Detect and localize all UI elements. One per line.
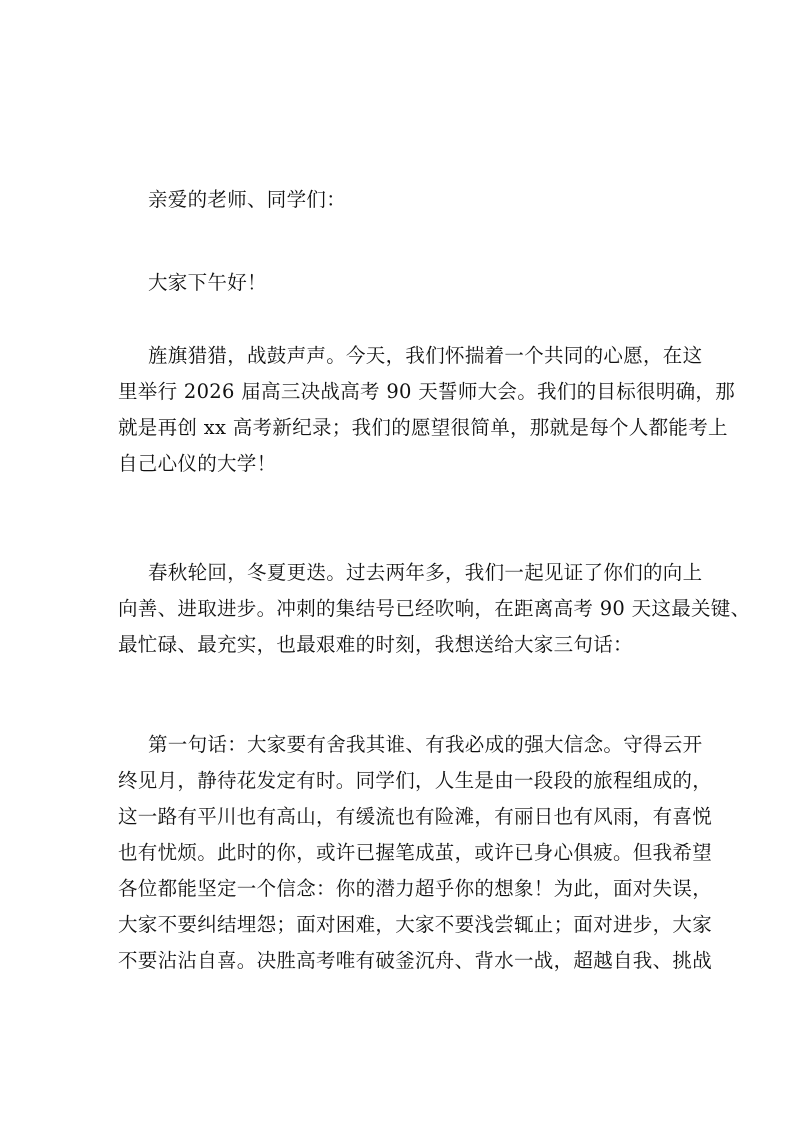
paragraph-line: 旌旗猎猎，战鼓声声。今天，我们怀揣着一个共同的心愿，在这 [148, 344, 703, 367]
paragraph-line: 不要沾沾自喜。决胜高考唯有破釜沉舟、背水一战，超越自我、挑战 [118, 949, 713, 972]
paragraph-line: 第一句话：大家要有舍我其谁、有我必成的强大信念。守得云开 [148, 733, 703, 756]
salutation-line: 大家下午好！ [148, 271, 267, 294]
paragraph-line: 也有忧烦。此时的你，或许已握笔成茧，或许已身心俱疲。但我希望 [118, 841, 713, 864]
paragraph-line: 里举行 2026 届高三决战高考 90 天誓师大会。我们的目标很明确，那 [118, 380, 736, 403]
paragraph-line: 就是再创 xx 高考新纪录；我们的愿望很简单，那就是每个人都能考上 [118, 416, 728, 439]
greeting-line: 亲爱的老师、同学们： [148, 188, 347, 211]
paragraph-line: 各位都能坚定一个信念：你的潜力超乎你的想象！为此，面对失误， [118, 877, 713, 900]
paragraph-line: 春秋轮回，冬夏更迭。过去两年多，我们一起见证了你们的向上 [148, 561, 703, 584]
document-page [118, 0, 751, 1122]
paragraph-line: 最忙碌、最充实，也最艰难的时刻，我想送给大家三句话： [118, 633, 633, 656]
paragraph-line: 这一路有平川也有高山，有缓流也有险滩，有丽日也有风雨，有喜悦 [118, 805, 713, 828]
paragraph-line: 向善、进取进步。冲刺的集结号已经吹响，在距离高考 90 天这最关键、 [118, 597, 751, 620]
paragraph-line: 大家不要纠结埋怨；面对困难，大家不要浅尝辄止；面对进步，大家 [118, 913, 713, 936]
paragraph-line: 终见月，静待花发定有时。同学们，人生是由一段段的旅程组成的， [118, 769, 713, 792]
paragraph-line: 自己心仪的大学！ [118, 452, 277, 475]
